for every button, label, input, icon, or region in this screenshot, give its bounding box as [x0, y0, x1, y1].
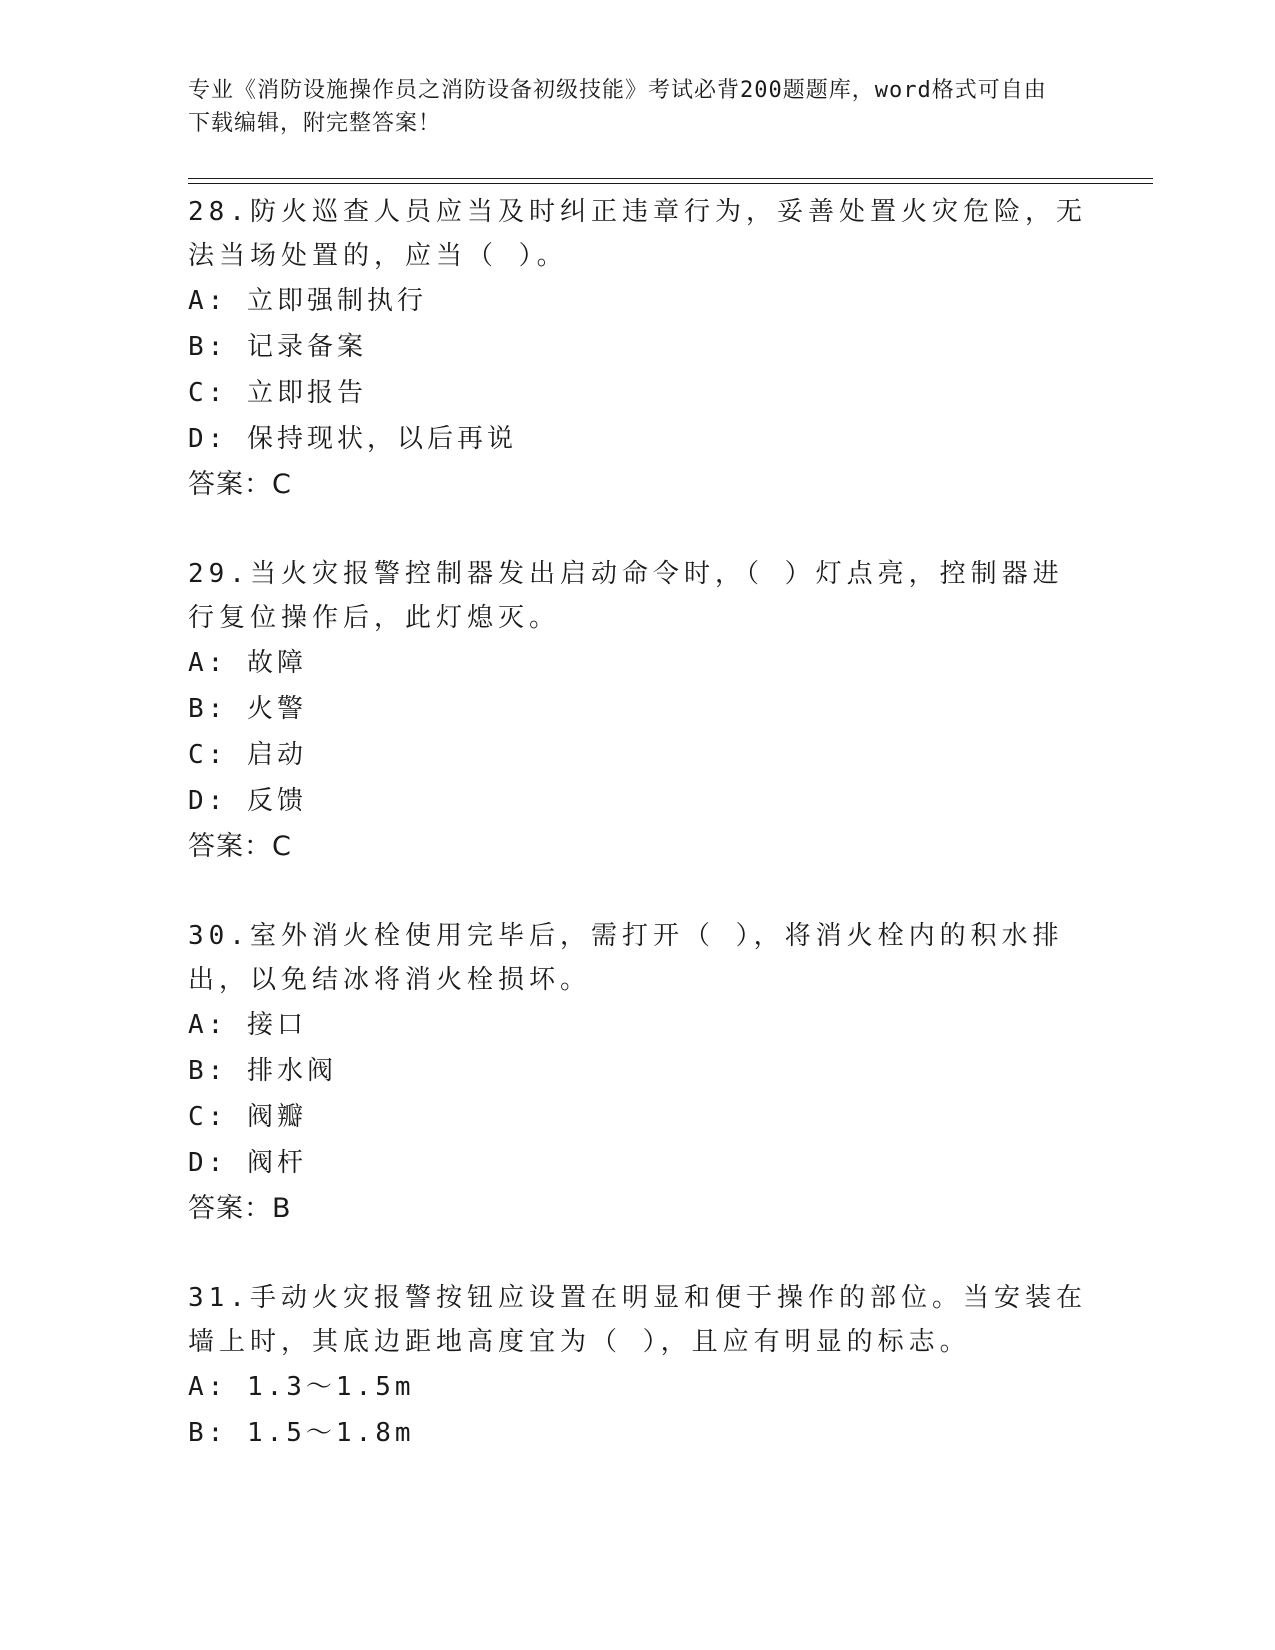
- question-29: [188, 552, 1088, 870]
- question-31: [188, 1276, 1088, 1456]
- question-stem: 29.当火灾报警控制器发出启动命令时，（ ）灯点亮，控制器进行复位操作后，此灯熄灭。: [188, 559, 1064, 633]
- question-stem: 31.手动火灾报警按钮应设置在明显和便于操作的部位。当安装在墙上时，其底边距地高度宜为（ ），且应有明显的标志。: [188, 1283, 1087, 1357]
- option-b: B: 排水阀: [188, 1056, 337, 1086]
- document-header: 专业《消防设施操作员之消防设备初级技能》考试必背200题题库，word格式可自由下载编辑，附完整答案！: [188, 78, 1047, 136]
- header-divider-top: [188, 178, 1153, 179]
- option-a: A: 故障: [188, 648, 307, 678]
- option-a: A: 1.3～1.5m: [188, 1372, 415, 1402]
- option-d: D: 反馈: [188, 786, 307, 816]
- answer: 答案：B: [188, 1193, 292, 1224]
- option-b: B: 火警: [188, 694, 307, 724]
- option-b: B: 1.5～1.8m: [188, 1418, 415, 1448]
- option-a: A: 接口: [188, 1010, 307, 1040]
- question-28: [188, 190, 1088, 508]
- question-30: [188, 914, 1088, 1232]
- question-stem: 30.室外消火栓使用完毕后，需打开（ ），将消火栓内的积水排出，以免结冰将消火栓损坏。: [188, 921, 1064, 995]
- answer: 答案：C: [188, 831, 292, 862]
- option-c: C: 立即报告: [188, 378, 367, 408]
- answer: 答案：C: [188, 469, 292, 500]
- option-b: B: 记录备案: [188, 332, 367, 362]
- header-divider-bottom: [188, 183, 1153, 184]
- question-stem: 28.防火巡查人员应当及时纠正违章行为，妥善处置火灾危险，无法当场处置的，应当（ ）。: [188, 197, 1087, 271]
- option-c: C: 启动: [188, 740, 307, 770]
- option-a: A: 立即强制执行: [188, 286, 427, 316]
- question-list: [188, 190, 1088, 1500]
- option-d: D: 阀杆: [188, 1148, 307, 1178]
- option-c: C: 阀瓣: [188, 1102, 307, 1132]
- option-d: D: 保持现状，以后再说: [188, 424, 517, 454]
